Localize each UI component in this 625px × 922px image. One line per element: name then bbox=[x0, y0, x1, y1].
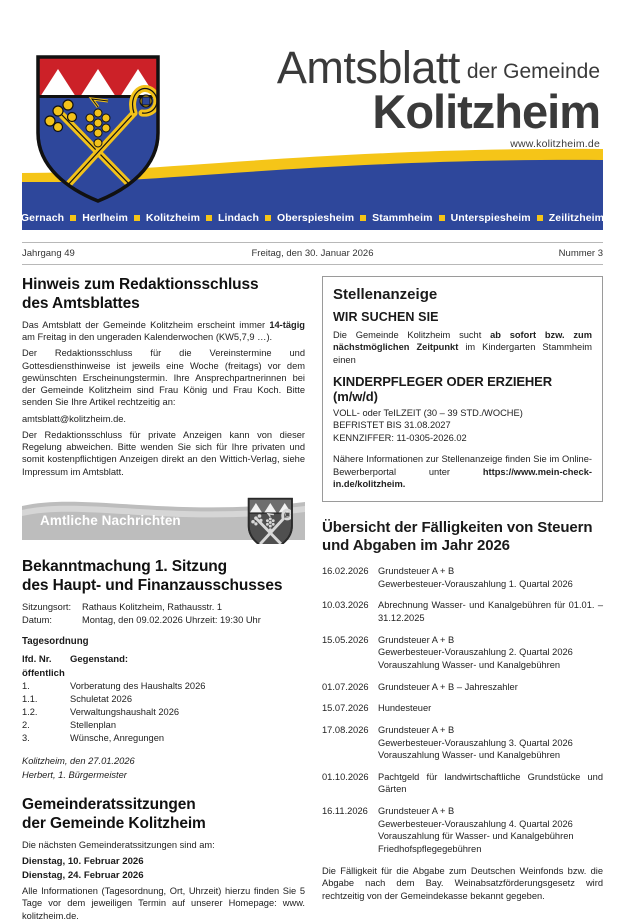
due-dates-heading-line2: und Abgaben im Jahr 2026 bbox=[322, 536, 510, 554]
editorial-paragraph-2: Der Redaktionsschluss für die Vereinstermine und Gottesdiensthinweise ist jeweils eine Woche (freitags) vor dem gewünschten Erscheinungstermin. Ihre Ansprechpartnerinnen bei der Gemeinde Kolitzheim sind Frau König und Frau Koch. Bitte senden Sie Ihre Artikel rechtzeitig an: bbox=[22, 348, 305, 408]
agenda-item-nr: 1.2. bbox=[22, 706, 38, 717]
due-date-item: Gewerbesteuer-Vorauszahlung 1. Quartal 2026 bbox=[378, 578, 573, 589]
due-date-row bbox=[322, 702, 603, 715]
meeting-location-label: Sitzungsort: bbox=[22, 601, 72, 612]
job-ad-intro-part-b: im Kindergarten Stammheim einen bbox=[333, 342, 593, 365]
job-advertisement-box bbox=[322, 276, 603, 502]
due-date-item: Vorauszahlung Wasser- und Kanalgebühren bbox=[378, 750, 561, 761]
village-name: Oberspiesheim bbox=[276, 212, 355, 224]
agenda-item-subject: Schuletat 2026 bbox=[70, 693, 133, 704]
village-name: Stammheim bbox=[372, 212, 433, 224]
due-date-row bbox=[322, 771, 603, 796]
village-name: Gernach bbox=[20, 212, 65, 224]
due-date: 16.02.2026 bbox=[322, 566, 369, 577]
due-date-item: Grundsteuer A + B bbox=[378, 634, 455, 645]
volume-label: Jahrgang 49 bbox=[22, 248, 75, 259]
job-detail-term: BEFRISTET BIS 31.08.2027 bbox=[333, 420, 451, 431]
village-separator-icon bbox=[360, 215, 366, 221]
due-date-item: Friedhofspflegegebühren bbox=[378, 844, 482, 854]
due-dates-note: Die Fälligkeit für die Abgabe zum Deutschen Weinfonds bzw. die Abgabe nach dem Bay. Weinabsatzförderungsgesetz wird rechtzeitig von der Gemeindekasse bekannt gegeben. bbox=[322, 865, 603, 901]
editorial-heading-line1: Hinweis zum Redaktionsschluss bbox=[22, 276, 259, 293]
council-heading bbox=[22, 796, 305, 834]
municipality-name: Kolitzheim bbox=[372, 85, 600, 138]
website-url: www.kolitzheim.de bbox=[510, 137, 600, 150]
council-heading-line2: der Gemeinde Kolitzheim bbox=[22, 814, 206, 832]
editorial-p1-part-a: Das Amtsblatt der Gemeinde Kolitzheim erscheint immer bbox=[22, 319, 270, 330]
agenda-column-headers bbox=[22, 654, 305, 666]
village-separator-icon bbox=[206, 215, 212, 221]
due-date-items bbox=[378, 599, 603, 624]
official-news-banner bbox=[22, 496, 305, 544]
meeting-location-row bbox=[22, 601, 305, 614]
job-detail-reference: KENNZIFFER: 11-0305-2026.02 bbox=[333, 432, 467, 443]
job-ad-footer-text: Nähere Informationen zur Stellenanzeige finden Sie im Online-Bewerberportal unter bbox=[333, 454, 592, 477]
due-date-row bbox=[322, 681, 603, 694]
agenda-item bbox=[22, 719, 305, 732]
due-date-items bbox=[378, 681, 603, 694]
due-date-item: Vorauszahlung für Wasser- und Kanalgebühren bbox=[378, 831, 574, 842]
village-name: Zeilitzheim bbox=[548, 212, 605, 224]
issue-date: Freitag, den 30. Januar 2026 bbox=[251, 248, 374, 259]
agenda-item-nr: 2. bbox=[22, 720, 30, 731]
village-name: Kolitzheim bbox=[145, 212, 201, 224]
job-position-title: KINDERPFLEGER ODER ERZIEHER (m/w/d) bbox=[333, 373, 553, 404]
due-date: 17.08.2026 bbox=[322, 724, 369, 735]
village-separator-icon bbox=[537, 215, 543, 221]
agenda-item-subject: Stellenplan bbox=[70, 720, 117, 731]
agenda-item-subject: Verwaltungshaushalt 2026 bbox=[70, 706, 180, 717]
due-date-items bbox=[378, 724, 603, 762]
village-separator-icon bbox=[265, 215, 271, 221]
agenda-item bbox=[22, 706, 305, 719]
issue-number: Nummer 3 bbox=[558, 248, 604, 259]
editorial-deadline-article bbox=[22, 276, 305, 478]
council-note: Alle Informationen (Tagesordnung, Ort, Uhrzeit) hierzu finden Sie 5 Tage vor dem jeweiligen Termin auf unserer Homepage: www. kolitzheim.de. bbox=[22, 886, 305, 921]
due-date: 01.07.2026 bbox=[322, 681, 369, 692]
committee-announcement bbox=[22, 558, 305, 782]
agenda-item bbox=[22, 693, 305, 706]
due-date-row bbox=[322, 565, 603, 590]
agenda-col-nr: lfd. Nr. bbox=[22, 654, 52, 666]
page-content bbox=[22, 265, 603, 922]
agenda-item-subject: Vorberatung des Haushalts 2026 bbox=[70, 680, 206, 691]
job-ad-intro-emphasis: ab sofort bzw. zum nächstmöglichen Zeitpunkt bbox=[333, 330, 593, 353]
signature-place: Kolitzheim, den 27.01.2026 bbox=[22, 756, 135, 767]
editorial-paragraph-1 bbox=[22, 319, 305, 344]
banner-label: Amtliche Nachrichten bbox=[40, 513, 181, 528]
due-dates-heading bbox=[322, 519, 603, 556]
due-dates-heading-line1: Übersicht der Fälligkeiten von Steuern bbox=[322, 518, 593, 536]
agenda-item bbox=[22, 732, 305, 745]
due-date-items bbox=[378, 702, 603, 715]
announcement-heading-line2: des Haupt- und Finanzausschusses bbox=[22, 576, 283, 594]
due-date: 15.07.2026 bbox=[322, 703, 369, 714]
due-date-items bbox=[378, 634, 603, 672]
due-date-item: Grundsteuer A + B – Jahreszahler bbox=[378, 681, 518, 692]
issue-info-bar bbox=[22, 242, 603, 265]
meeting-location-value: Rathaus Kolitzheim, Rathausstr. 1 bbox=[82, 601, 223, 612]
village-separator-icon bbox=[439, 215, 445, 221]
due-date-row bbox=[322, 805, 603, 856]
editorial-heading-line2: des Amtsblattes bbox=[22, 294, 140, 312]
due-date-item: Grundsteuer A + B bbox=[378, 724, 455, 735]
job-ad-intro-part-a: Die Gemeinde Kolitzheim sucht bbox=[333, 330, 491, 340]
due-date-item: Gewerbesteuer-Vorauszahlung 4. Quartal 2026 bbox=[378, 818, 573, 829]
due-date-item: Hundesteuer bbox=[378, 703, 432, 714]
agenda-item-nr: 3. bbox=[22, 733, 30, 744]
due-date-items bbox=[378, 771, 603, 796]
due-date-item: Vorauszahlung Wasser- und Kanalgebühren bbox=[378, 659, 561, 670]
due-date-items bbox=[378, 805, 603, 856]
signature-name: Herbert, 1. Bürgermeister bbox=[22, 769, 127, 780]
due-date-item: Pachtgeld für landwirtschaftliche Grundstücke und Gärten bbox=[378, 771, 603, 795]
council-meetings-article bbox=[22, 796, 305, 922]
due-dates-list bbox=[322, 565, 603, 856]
agenda-col-subject: Gegenstand: bbox=[70, 654, 129, 666]
agenda-public-label: öffentlich bbox=[22, 667, 65, 679]
masthead-title bbox=[185, 42, 600, 150]
editorial-heading bbox=[22, 276, 305, 314]
agenda-item-nr: 1.1. bbox=[22, 693, 38, 704]
due-date-item: Gewerbesteuer-Vorauszahlung 3. Quartal 2026 bbox=[378, 737, 573, 748]
editorial-p1-part-b: am Freitag in den ungeraden Kalenderwochen (KW5,7,9 …). bbox=[22, 332, 273, 343]
village-list bbox=[0, 212, 625, 224]
village-name: Herlheim bbox=[82, 212, 128, 224]
meeting-date-row bbox=[22, 614, 305, 627]
meeting-date-label: Datum: bbox=[22, 615, 52, 625]
right-column bbox=[322, 276, 603, 922]
announcement-heading-line1: Bekanntmachung 1. Sitzung bbox=[22, 558, 228, 575]
left-column bbox=[22, 276, 305, 922]
due-date-row bbox=[322, 634, 603, 672]
council-heading-line1: Gemeinderatssitzungen bbox=[22, 795, 196, 813]
job-ad-footer bbox=[333, 453, 592, 490]
village-name: Unterspiesheim bbox=[450, 212, 531, 224]
editorial-email: amtsblatt@kolitzheim.de. bbox=[22, 413, 126, 424]
village-name: Lindach bbox=[218, 212, 259, 224]
council-intro: Die nächsten Gemeinderatssitzungen sind am: bbox=[22, 839, 215, 850]
due-date: 01.10.2026 bbox=[322, 771, 369, 782]
job-detail-hours: VOLL- oder TeILZEIT (30 – 39 STD./WOCHE) bbox=[333, 407, 523, 418]
due-date: 16.11.2026 bbox=[322, 806, 368, 817]
editorial-paragraph-3: Der Redaktionsschluss für private Anzeigen kann von dieser Regelung abweichen. Bitte wenden Sie sich für Ihre privaten und somit kostenpflichtigen Anzeigen direkt an den Wittich-Verlag, siehe Impressum im Amtsblatt. bbox=[22, 429, 305, 477]
agenda-item-nr: 1. bbox=[22, 680, 30, 691]
agenda-item bbox=[22, 680, 305, 693]
due-date-item: Gewerbesteuer-Vorauszahlung 2. Quartal 2026 bbox=[378, 647, 573, 658]
publication-title: Amtsblatt bbox=[276, 42, 460, 93]
due-date-row bbox=[322, 599, 603, 624]
agenda-item-subject: Wünsche, Anregungen bbox=[70, 733, 165, 744]
meeting-date-value: Montag, den 09.02.2026 Uhrzeit: 19:30 Uhr bbox=[82, 615, 261, 625]
village-separator-icon bbox=[134, 215, 140, 221]
job-ad-subtitle: WIR SUCHEN SIE bbox=[333, 310, 439, 324]
due-date-item: Grundsteuer A + B bbox=[378, 566, 455, 577]
agenda-title: Tagesordnung bbox=[22, 636, 89, 648]
council-date: Dienstag, 24. Februar 2026 bbox=[22, 869, 144, 881]
job-ad-portal-link[interactable]: https://www.mein-check-in.de/kolitzheim. bbox=[333, 466, 592, 490]
masthead bbox=[0, 0, 625, 230]
due-date-item: Abrechnung Wasser- und Kanalgebühren für 01.01. – 31.12.2025 bbox=[378, 600, 603, 624]
editorial-p1-emphasis: 14-tägig bbox=[269, 319, 305, 330]
job-ad-intro bbox=[333, 329, 592, 366]
publication-subtitle: der Gemeinde bbox=[466, 60, 600, 83]
council-date: Dienstag, 10. Februar 2026 bbox=[22, 855, 144, 867]
announcement-heading bbox=[22, 558, 305, 596]
due-date: 15.05.2026 bbox=[322, 634, 369, 645]
due-date-item: Grundsteuer A + B bbox=[378, 806, 455, 817]
village-separator-icon bbox=[70, 215, 76, 221]
due-date-row bbox=[322, 724, 603, 762]
announcement-signature bbox=[22, 755, 305, 781]
job-ad-title: Stellenanzeige bbox=[333, 286, 438, 303]
due-date: 10.03.2026 bbox=[322, 600, 369, 611]
due-date-items bbox=[378, 565, 603, 590]
